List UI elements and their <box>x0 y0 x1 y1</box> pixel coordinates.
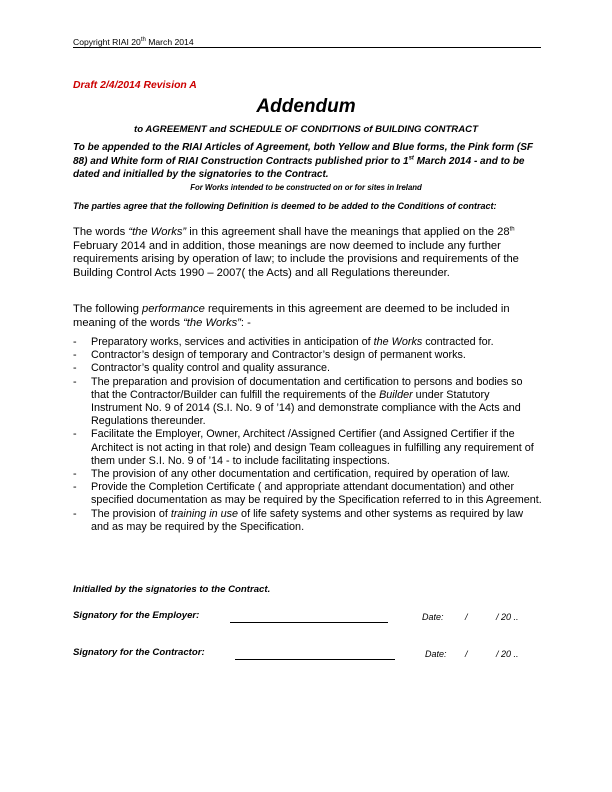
draft-label: Draft 2/4/2014 Revision A <box>73 80 197 91</box>
b4-i: Builder <box>379 388 413 401</box>
intro-sup: st <box>408 155 414 162</box>
employer-date-year: / 20 .. <box>496 612 519 622</box>
requirements-list <box>73 336 543 534</box>
contractor-date-year: / 20 .. <box>496 649 519 659</box>
b8-b: of life safety systems and other systems as required by law and as may be required by the Specification. <box>91 507 524 533</box>
para2-performance: performance <box>142 303 205 315</box>
intro-part1: To be appended to the RIAI Articles of Agreement, both Yellow and Blue forms, the Pink form (SF 88) and White form of RIAI Construction Contracts published prior to 1 <box>73 142 534 167</box>
b8-a: The provision of <box>91 507 171 520</box>
para1-sup: th <box>509 226 515 233</box>
contractor-signature-line[interactable] <box>235 659 395 660</box>
b3: Contractor’s quality control and quality assurance. <box>91 362 331 375</box>
employer-date-slash: / <box>465 612 468 622</box>
para1-the-works: “the Works” <box>128 226 187 238</box>
parties-agree-text: The parties agree that the following Definition is deemed to be added to the Conditions of contract: <box>73 201 497 211</box>
page-title: Addendum <box>256 96 356 117</box>
bullet-dash: - <box>73 349 77 362</box>
employer-signatory-label: Signatory for the Employer: <box>73 610 200 621</box>
copyright-line <box>73 37 194 47</box>
header-rule <box>73 47 541 48</box>
bullet-dash: - <box>73 336 77 348</box>
list-item <box>73 428 543 468</box>
list-item <box>73 336 543 349</box>
b1-b: contracted for. <box>422 336 494 348</box>
bullet-dash: - <box>73 362 77 375</box>
para2-a: The following <box>73 303 143 315</box>
copyright-sup: th <box>140 37 146 44</box>
list-item <box>73 376 543 429</box>
intro-part2: March 2014 - and to be dated and initialled by the signatories to the Contract. <box>73 155 525 180</box>
subtitle: to AGREEMENT and SCHEDULE OF CONDITIONS of BUILDING CONTRACT <box>134 124 478 135</box>
para2-b: requirements in this agreement are deemed to be included in meaning of the words <box>73 303 510 329</box>
performance-paragraph <box>73 303 543 330</box>
bullet-dash: - <box>73 375 77 388</box>
b7: Provide the Completion Certificate ( and appropriate attendant documentation) and other specified documentation as may be required by the Specification referred to in this Agreement. <box>91 481 542 507</box>
b1-i: the Works <box>373 336 423 348</box>
b5: Facilitate the Employer, Owner, Architect /Assigned Certifier (and Assigned Certifier if the Architect is not acting in that role) and design Team colleagues in fulfilling any requirement of them under S.I. No. 9 of ’14 - to include facilitating inspections. <box>91 428 534 467</box>
list-item <box>73 508 543 534</box>
list-item <box>73 349 543 362</box>
works-note: For Works intended to be constructed on or for sites in Ireland <box>190 183 422 192</box>
intro-paragraph <box>73 141 543 182</box>
bullet-dash: - <box>73 428 77 441</box>
b8-i: training in use <box>170 507 239 520</box>
para1-b: in this agreement shall have the meanings that applied on the 28 <box>186 226 510 238</box>
list-item <box>73 362 543 375</box>
para2-the-works: “the Works” <box>183 316 241 329</box>
b4-a: The preparation and provision of documentation and certification to persons and bodies so that the Contractor/Builder can fulfill the requirements of the <box>91 375 523 401</box>
employer-date-label: Date: <box>422 612 444 622</box>
bullet-dash: - <box>73 507 77 520</box>
contractor-signatory-label: Signatory for the Contractor: <box>73 647 205 658</box>
initialled-note: Initialled by the signatories to the Contract. <box>73 584 271 595</box>
para1-a: The words <box>73 226 129 238</box>
b2: Contractor’s design of temporary and Contractor’s design of permanent works. <box>91 349 466 362</box>
b1-a: Preparatory works, services and activities in anticipation of <box>91 336 374 348</box>
bullet-dash: - <box>73 481 77 494</box>
b4-b: under Statutory Instrument No. 9 of 2014 (S.I. No. 9 of ’14) and demonstrate compliance with the Acts and Regulations thereunder. <box>91 388 521 428</box>
bullet-dash: - <box>73 468 77 481</box>
para2-c: : - <box>240 316 251 329</box>
list-item <box>73 481 543 507</box>
definition-paragraph <box>73 226 543 280</box>
copyright-text: Copyright RIAI 20 <box>73 37 141 47</box>
contractor-date-label: Date: <box>425 649 447 659</box>
para1-c: February 2014 and in addition, those meanings are now deemed to include any further requirements arising by operation of law; to include the provisions and requirements of the Building Control Acts 1990 – 2007( the Acts) and all Regulations thereunder. <box>73 239 519 279</box>
employer-signature-line[interactable] <box>230 622 388 623</box>
copyright-date: March 2014 <box>145 37 194 47</box>
contractor-date-slash: / <box>465 649 468 659</box>
b6: The provision of any other documentation and certification, required by operation of law. <box>91 468 510 481</box>
list-item <box>73 468 543 481</box>
